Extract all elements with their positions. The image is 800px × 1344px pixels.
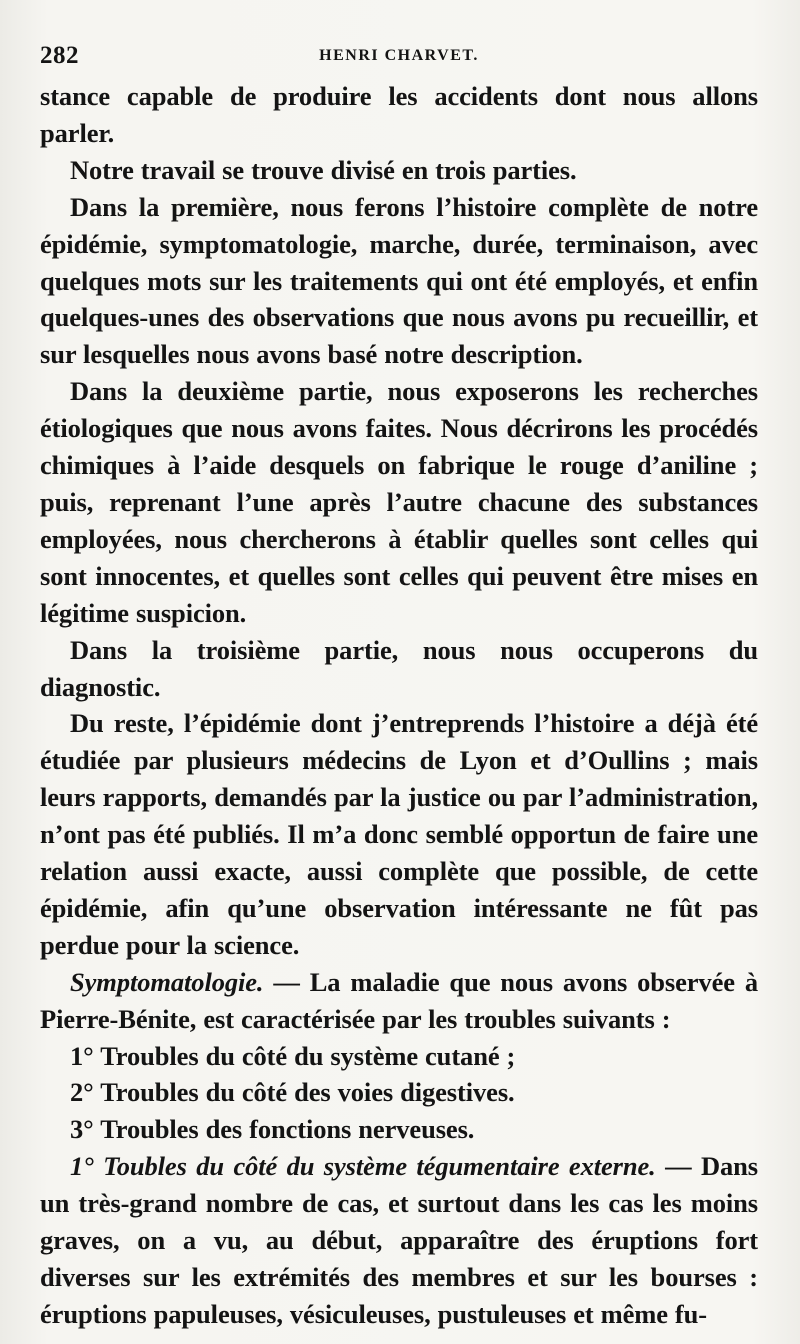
list-item: 3° Troubles des fonctions nerveuses.	[70, 1114, 475, 1145]
symptomatologie-heading: Symptomatologie.	[70, 966, 264, 997]
section-one-heading: 1° Toubles du côté du système tégumentaire externe.	[70, 1151, 656, 1182]
section-one-paragraph	[40, 1148, 758, 1333]
paragraph: Dans la première, nous ferons l’histoire complète de notre épidémie, symptomatologie, marche, durée, terminaison, avec quelques mots sur les traitements qui ont été employés, et enfin quelques-unes des observations que nous avons pu recueillir, et sur lesquelles nous avons basé notre description.	[40, 191, 758, 370]
symptomatologie-paragraph	[40, 964, 758, 1038]
list-item: 2° Troubles du côté des voies digestives.	[70, 1077, 515, 1108]
paragraph: Dans la deuxième partie, nous exposerons les recherches étiologiques que nous avons faites. Nous décrirons les procédés chimiques à l’aide desquels on fabrique le rouge d’aniline ; puis, reprenant l’une après l’autre chacune des substances employées, nous chercherons à établir quelles sont celles qui sont innocentes, et quelles sont celles qui peuvent être mises en légitime suspicion.	[40, 376, 758, 628]
body-text	[40, 78, 758, 1333]
page-number: 282	[40, 42, 79, 69]
paragraph: stance capable de produire les accidents dont nous allons parler.	[40, 81, 758, 148]
symptomatologie-text: — La maladie que nous avons observée à Pierre-Bénite, est caractérisée par les troubles suivants :	[40, 966, 758, 1034]
paragraph: Notre travail se trouve divisé en trois parties.	[70, 154, 577, 185]
paragraph: Dans la troisième partie, nous nous occuperons du diagnostic.	[40, 634, 758, 702]
section-one-text: — Dans un très-grand nombre de cas, et surtout dans les cas les moins graves, on a vu, au début, apparaître des éruptions fort diverses sur les extrémités des membres et sur les bourses : éruptions papuleuses, vésiculeuses, pustuleuses et même fu-	[40, 1151, 758, 1329]
list-item: 1° Troubles du côté du système cutané ;	[70, 1040, 516, 1071]
paragraph: Du reste, l’épidémie dont j’entreprends l’histoire a déjà été étudiée par plusieurs médecins de Lyon et d’Oullins ; mais leurs rapports, demandés par la justice ou par l’administration, n’ont pas été publiés. Il m’a donc semblé opportun de faire une relation aussi exacte, aussi complète que possible, de cette épidémie, afin qu’une observation intéressante ne fût pas perdue pour la science.	[40, 708, 758, 960]
header-author: HENRI CHARVET.	[319, 47, 479, 64]
running-head	[40, 34, 758, 78]
